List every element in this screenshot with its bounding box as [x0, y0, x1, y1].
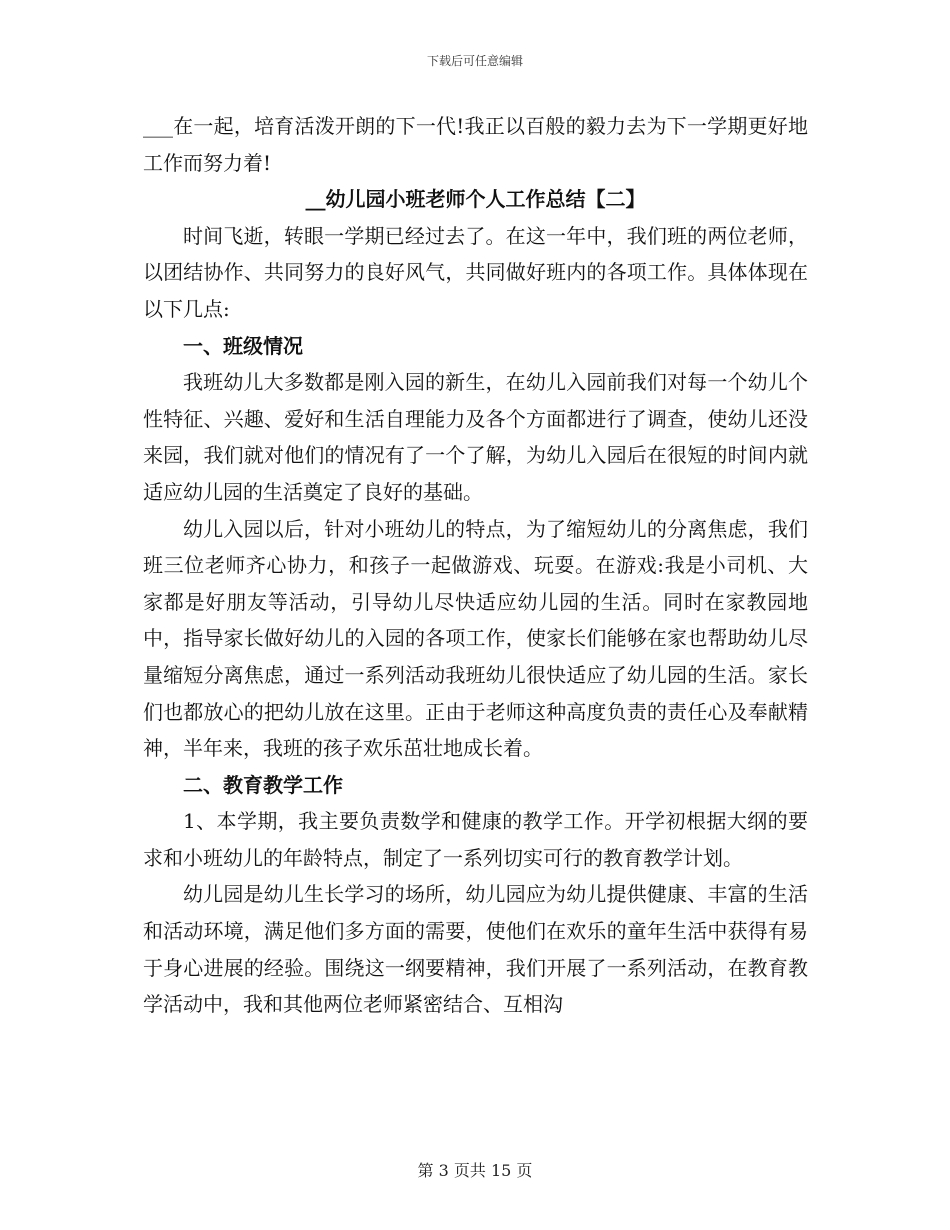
- document-body: [143, 108, 808, 1023]
- page-footer: 第 3 页共 15 页: [417, 1161, 533, 1180]
- intro-paragraph: 时间飞逝，转眼一学期已经过去了。在这一年中，我们班的两位老师，以团结协作、共同努力的良好风气，共同做好班内的各项工作。具体体现在以下几点:: [143, 223, 808, 321]
- section2-paragraph-2: 幼儿园是幼儿生长学习的场所，幼儿园应为幼儿提供健康、丰富的生活和活动环境，满足他们多方面的需要，使他们在欢乐的童年生活中获得有易于身心进展的经验。围绕这一纲要精神，我们开展了一系列活动，在教育教学活动中，我和其他两位老师紧密结合、互相沟: [143, 882, 808, 1017]
- section-heading-class-situation: 一、班级情况: [183, 333, 303, 358]
- continuation-paragraph: ___在一起，培育活泼开朗的下一代!我正以百般的毅力去为下一学期更好地工作而努力着!: [143, 114, 808, 175]
- page-header: 下载后可任意编辑: [426, 54, 523, 68]
- section1-paragraph-2: 幼儿入园以后，针对小班幼儿的特点，为了缩短幼儿的分离焦虑，我们班三位老师齐心协力，和孩子一起做游戏、玩耍。在游戏:我是小司机、大家都是好朋友等活动，引导幼儿尽快适应幼儿园的生活。同时在家教园地中，指导家长做好幼儿的入园的各项工作，使家长们能够在家也帮助幼儿尽量缩短分离焦虑，通过一系列活动我班幼儿很快适应了幼儿园的生活。家长们也都放心的把幼儿放在这里。正由于老师这种高度负责的责任心及奉献精神，半年来，我班的孩子欢乐茁壮地成长着。: [143, 516, 808, 761]
- section2-paragraph-1: 1、本学期，我主要负责数学和健康的教学工作。开学初根据大纲的要求和小班幼儿的年龄特点，制定了一系列切实可行的教育教学计划。: [143, 809, 808, 870]
- section-heading-teaching-work: 二、教育教学工作: [183, 772, 343, 797]
- section1-paragraph-1: 我班幼儿大多数都是刚入园的新生，在幼儿入园前我们对每一个幼儿个性特征、兴趣、爱好和生活自理能力及各个方面都进行了调查，使幼儿还没来园，我们就对他们的情况有了一个了解，为幼儿入园后在很短的时间内就适应幼儿园的生活奠定了良好的基础。: [143, 370, 808, 504]
- document-title: __幼儿园小班老师个人工作总结【二】: [305, 187, 646, 212]
